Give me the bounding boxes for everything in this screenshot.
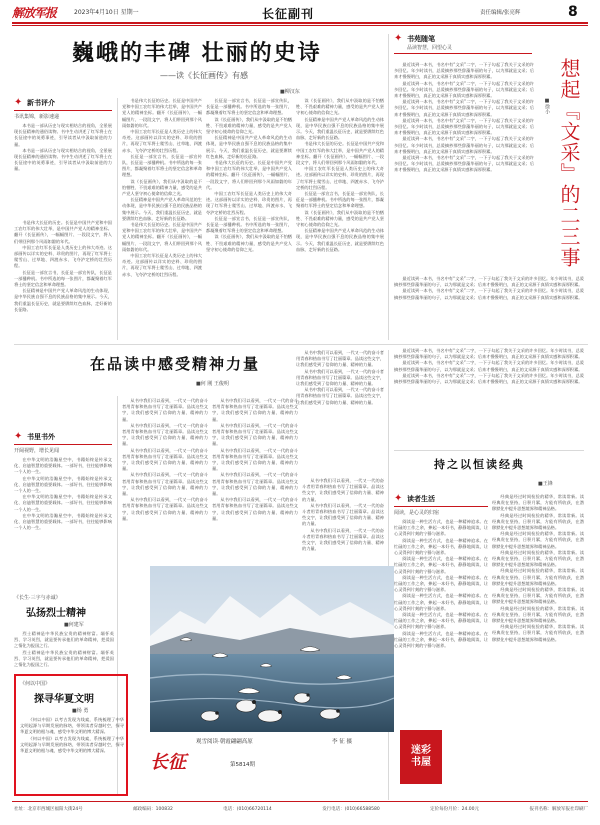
essay-body-continued: 最近读到一本书，书名中有“文采”二字，一下子勾起了我关于文采的许多回忆。年少时读书，总爱摘抄那些辞藻华丽的句子，以为那就是文采；后来才慢慢明白，真正的文采源于真情实感和深厚积累。 最近读到一本书，书名中有“文采”二字，一下子勾起了我关于文采的许多回忆。年少时读书，总爱摘抄那些辞藻华丽的句子，以为那就是文采；后来才慢慢明白，真正的文采源于真情实感和深厚积累。 <box>394 276 584 300</box>
middle-article-byline: ■何 刚 王俊明 <box>196 381 229 387</box>
book-world-body: 在中华文明的浩瀚星空中，书籍始终是传承文化、启迪智慧的重要载体。一部好书，往往能够影响一个人的一生。 在中华文明的浩瀚星空中，书籍始终是传承文化、启迪智慧的重要载体。一部好书，往往能够影响一个人的一生。 在中华文明的浩瀚星空中，书籍始终是传承文化、启迪智慧的重要载体。一部好书，往往能够影响一个人的一生。 在中华文明的浩瀚星空中，书籍始终是传承文化、启迪智慧的重要载体。一部好书，往往能够影响一个人的一生。 <box>14 457 112 531</box>
middle-column-3: 从书中我们可以看到，一代又一代的奋斗者用青春和热血书写了壮丽篇章。品读这些文字，让我们感受到了信仰的力量、精神的力量。 从书中我们可以看到，一代又一代的奋斗者用青春和热血书写了壮丽篇章。品读这些文字，让我们感受到了信仰的力量、精神的力量。 从书中我们可以看到，一代又一代的奋斗者用青春和热血书写了壮丽篇章。品读这些文字，让我们感受到了信仰的力量、精神的力量。 <box>302 478 384 552</box>
header-rule <box>12 22 588 24</box>
section-label: 读者生活 <box>407 495 435 503</box>
footer-postcode: 邮政编码：100832 <box>133 807 173 812</box>
spirit-byline: ■何建军 <box>64 622 84 628</box>
footer-rule <box>12 801 588 802</box>
page-number: 8 <box>568 4 578 20</box>
lead-article-byline: ■柳汉东 <box>280 89 300 95</box>
issue-date: 2023年4月10日 星期一 <box>74 9 139 16</box>
section-subtitle: 品读智慧，回望心灵 <box>407 45 453 51</box>
essay-section <box>394 34 532 56</box>
article-tag: 《何以中国》 <box>20 681 51 687</box>
photo-caption: 观雪阅读·朝霞翩翩高原 <box>196 739 253 745</box>
editor-credit: 责任编辑/张亮辉 <box>480 10 521 16</box>
culture-title: 探寻华夏文明 <box>34 694 94 705</box>
middle-column-1: 从书中我们可以看到，一代又一代的奋斗者用青春和热血书写了壮丽篇章。品读这些文字，让我们感受到了信仰的力量、精神的力量。 从书中我们可以看到，一代又一代的奋斗者用青春和热血书写了壮丽篇章。品读这些文字，让我们感受到了信仰的力量、精神的力量。 从书中我们可以看到，一代又一代的奋斗者用青春和热血书写了壮丽篇章。品读这些文字，让我们感受到了信仰的力量、精神的力量。 从书中我们可以看到，一代又一代的奋斗者用青春和热血书写了壮丽篇章。品读这些文字，让我们感受到了信仰的力量、精神的力量。 从书中我们可以看到，一代又一代的奋斗者用青春和热血书写了壮丽篇章。品读这些文字，让我们感受到了信仰的力量、精神的力量。 <box>122 398 208 521</box>
section-label: 书里书外 <box>27 433 55 441</box>
middle-article-title: 在品读中感受精神力量 <box>90 355 261 373</box>
lead-column-3: 长征是一部宣言书，长征是一部宣传队，长征是一部播种机。书中所选的每一张图片，都凝聚着红军将士的坚定信念和革命理想。 读《长征画传》，我们从中汲取的是不怕牺牲、不畏艰难的精神力量，感受的是共产党人坚守初心使命的信仰之光。 长征精神是中国共产党人革命风范的生动体现，是中华民族自强不息的民族品格的集中展示。今天，我们重温长征历史，就是要赓续红色血脉，走好新的长征路。 书是伟大长征的历史。长征是中国共产党和中国工农红军的伟大壮举，是中国共产党人的精神坐标。翻开《长征画传》，一幅幅图片、一段段文字，将人们带回到那个风雨如磐的年代。 中国工农红军长征是人类历史上的伟大奇迹。这部画传以详实的史料、珍贵的图片，再现了红军将士爬雪山、过草地、四渡赤水、飞夺泸定桥的壮烈历程。 长征是一部宣言书，长征是一部宣传队，长征是一部播种机。书中所选的每一张图片，都凝聚着红军将士的坚定信念和革命理想。 读《长征画传》，我们从中汲取的是不怕牺牲、不畏艰难的精神力量，感受的是共产党人坚守初心使命的信仰之光。 <box>206 98 292 252</box>
footer-phone: 电话：(010)66720114 <box>223 807 272 812</box>
lead-article-title: 巍峨的丰碑 壮丽的史诗 <box>72 40 322 66</box>
culture-article <box>20 680 124 791</box>
spirit-article <box>14 594 114 681</box>
star-icon: ✦ <box>394 33 403 44</box>
essay-body-lower: 最近读到一本书，书名中有“文采”二字，一下子勾起了我关于文采的许多回忆。年少时读书，总爱摘抄那些辞藻华丽的句子，以为那就是文采；后来才慢慢明白，真正的文采源于真情实感和深厚积累。 最近读到一本书，书名中有“文采”二字，一下子勾起了我关于文采的许多回忆。年少时读书，总爱摘抄那些辞藻华丽的句子，以为那就是文采；后来才慢慢明白，真正的文采源于真情实感和深厚积累。 最近读到一本书，书名中有“文采”二字，一下子勾起了我关于文采的许多回忆。年少时读书，总爱摘抄那些辞藻华丽的句子，以为那就是文采；后来才慢慢明白，真正的文采源于真情实感和深厚积累。 <box>394 348 584 385</box>
section-rule <box>394 506 488 507</box>
section-rule <box>394 53 532 54</box>
column-divider <box>388 34 389 340</box>
lead-column-2: 书是伟大长征的历史。长征是中国共产党和中国工农红军的伟大壮举，是中国共产党人的精神坐标。翻开《长征画传》，一幅幅图片、一段段文字，将人们带回到那个风雨如磐的年代。 中国工农红军长征是人类历史上的伟大奇迹。这部画传以详实的史料、珍贵的图片，再现了红军将士爬雪山、过草地、四渡赤水、飞夺泸定桥的壮烈历程。 长征是一部宣言书，长征是一部宣传队，长征是一部播种机。书中所选的每一张图片，都凝聚着红军将士的坚定信念和革命理想。 读《长征画传》，我们从中汲取的是不怕牺牲、不畏艰难的精神力量，感受的是共产党人坚守初心使命的信仰之光。 长征精神是中国共产党人革命风范的生动体现，是中华民族自强不息的民族品格的集中展示。今天，我们重温长征历史，就是要赓续红色血脉，走好新的长征路。 书是伟大长征的历史。长征是中国共产党和中国工农红军的伟大壮举，是中国共产党人的精神坐标。翻开《长征画传》，一幅幅图片、一段段文字，将人们带回到那个风雨如磐的年代。 中国工农红军长征是人类历史上的伟大奇迹。这部画传以详实的史料、珍贵的图片，再现了红军将士爬雪山、过草地、四渡赤水、飞夺泸定桥的壮烈历程。 <box>122 98 202 277</box>
section-divider <box>14 344 588 345</box>
reader-life-section <box>394 494 488 789</box>
section-label: 新书评介 <box>27 99 55 107</box>
footer <box>14 806 588 812</box>
reader-life-body: 阅读是一种生活方式，也是一种精神追求。在忙碌的工作之余，捧起一本好书，静静地阅读，让心灵得到片刻的宁静与滋养。 阅读是一种生活方式，也是一种精神追求。在忙碌的工作之余，捧起一本好书，静静地阅读，让心灵得到片刻的宁静与滋养。 阅读是一种生活方式，也是一种精神追求。在忙碌的工作之余，捧起一本好书，静静地阅读，让心灵得到片刻的宁静与滋养。 阅读是一种生活方式，也是一种精神追求。在忙碌的工作之余，捧起一本好书，静静地阅读，让心灵得到片刻的宁静与滋养。 阅读是一种生活方式，也是一种精神追求。在忙碌的工作之余，捧起一本好书，静静地阅读，让心灵得到片刻的宁静与滋养。 阅读是一种生活方式，也是一种精神追求。在忙碌的工作之余，捧起一本好书，静静地阅读，让心灵得到片刻的宁静与滋养。 阅读是一种生活方式，也是一种精神追求。在忙碌的工作之余，捧起一本好书，静静地阅读，让心灵得到片刻的宁静与滋养。 <box>394 519 488 649</box>
classic-body: 经典是经过时间检验的精华，常读常新。读经典贵在坚持，日积月累，方能有所收获，在潜移默化中提升思想境界和精神品格。 经典是经过时间检验的精华，常读常新。读经典贵在坚持，日积月累，方能有所收获，在潜移默化中提升思想境界和精神品格。 经典是经过时间检验的精华，常读常新。读经典贵在坚持，日积月累，方能有所收获，在潜移默化中提升思想境界和精神品格。 经典是经过时间检验的精华，常读常新。读经典贵在坚持，日积月累，方能有所收获，在潜移默化中提升思想境界和精神品格。 经典是经过时间检验的精华，常读常新。读经典贵在坚持，日积月累，方能有所收获，在潜移默化中提升思想境界和精神品格。 经典是经过时间检验的精华，常读常新。读经典贵在坚持，日积月累，方能有所收获，在潜移默化中提升思想境界和精神品格。 经典是经过时间检验的精华，常读常新。读经典贵在坚持，日积月累，方能有所收获，在潜移默化中提升思想境界和精神品格。 经典是经过时间检验的精华，常读常新。读经典贵在坚持，日积月累，方能有所收获，在潜移默化中提升思想境界和精神品格。 <box>492 494 584 642</box>
essay-vertical-title: 想起『文采』的二三事 <box>557 58 581 268</box>
essay-byline: ■徐小 <box>544 98 550 114</box>
book-world-section <box>14 432 112 593</box>
star-icon: ✦ <box>14 97 23 108</box>
star-icon: ✦ <box>14 431 23 442</box>
lead-article-subtitle: ——读《长征画传》有感 <box>160 71 248 80</box>
footer-print: 报刊名称：解放军报社印刷厂 <box>529 807 588 812</box>
newspaper-logo: 解放军报 <box>12 6 57 20</box>
column-divider <box>117 98 118 340</box>
article-tag: 《长生·三字与赤诚》 <box>14 595 61 601</box>
footer-distribution: 发行电话：(010)66588580 <box>322 807 380 812</box>
section-label: 书苑随笔 <box>407 35 435 43</box>
changzheng-calligraphy: 长征 <box>150 752 186 773</box>
recommend-section <box>14 98 112 223</box>
stamp-line-1: 迷彩 <box>411 745 431 756</box>
stamp-line-2: 书屋 <box>411 757 431 768</box>
section-rule <box>14 110 112 111</box>
classic-title: 持之以恒读经典 <box>434 458 525 471</box>
photo-image <box>150 566 394 732</box>
section-subtitle: 开阔视野，增长见闻 <box>14 448 60 454</box>
section-divider <box>394 450 584 451</box>
spirit-body: 烈士精神是中华民族宝贵的精神财富。缅怀英烈、学习英烈，就是要传承他们的革命精神，把爱国之情化为报国之行。 烈士精神是中华民族宝贵的精神财富。缅怀英烈、学习英烈，就是要传承他们的革命精神，把爱国之情化为报国之行。 <box>14 631 114 668</box>
section-rule <box>14 444 112 445</box>
header-rule-thin <box>12 25 588 26</box>
snow-mountain-photo <box>150 566 394 732</box>
recommend-body: 本书是一部从历史与现实相结合的视角，全景展现长征精神的通俗读物。书中生动讲述了红军将士在长征途中的英勇事迹，引导读者从中汲取前进的力量。 本书是一部从历史与现实相结合的视角，全景展现长征精神的通俗读物。书中生动讲述了红军将士在长征途中的英勇事迹，引导读者从中汲取前进的力量。 <box>14 123 112 172</box>
section-title: 长征副刊 <box>262 7 315 21</box>
culture-byline: ■杨 勇 <box>72 708 89 714</box>
spirit-title: 弘扬烈士精神 <box>26 608 86 619</box>
classic-byline: ■王锋 <box>538 481 553 487</box>
essay-body: 最近读到一本书，书名中有“文采”二字，一下子勾起了我关于文采的许多回忆。年少时读书，总爱摘抄那些辞藻华丽的句子，以为那就是文采；后来才慢慢明白，真正的文采源于真情实感和深厚积累。 最近读到一本书，书名中有“文采”二字，一下子勾起了我关于文采的许多回忆。年少时读书，总爱摘抄那些辞藻华丽的句子，以为那就是文采；后来才慢慢明白，真正的文采源于真情实感和深厚积累。 最近读到一本书，书名中有“文采”二字，一下子勾起了我关于文采的许多回忆。年少时读书，总爱摘抄那些辞藻华丽的句子，以为那就是文采；后来才慢慢明白，真正的文采源于真情实感和深厚积累。 最近读到一本书，书名中有“文采”二字，一下子勾起了我关于文采的许多回忆。年少时读书，总爱摘抄那些辞藻华丽的句子，以为那就是文采；后来才慢慢明白，真正的文采源于真情实感和深厚积累。 最近读到一本书，书名中有“文采”二字，一下子勾起了我关于文采的许多回忆。年少时读书，总爱摘抄那些辞藻华丽的句子，以为那就是文采；后来才慢慢明白，真正的文采源于真情实感和深厚积累。 最近读到一本书，书名中有“文采”二字，一下子勾起了我关于文采的许多回忆。年少时读书，总爱摘抄那些辞藻华丽的句子，以为那就是文采；后来才慢慢明白，真正的文采源于真情实感和深厚积累。 <box>394 62 534 173</box>
footer-address: 社址：北京市西城区福阳大街24号 <box>14 807 83 812</box>
star-icon: ✦ <box>394 493 403 504</box>
middle-column-2: 从书中我们可以看到，一代又一代的奋斗者用青春和热血书写了壮丽篇章。品读这些文字，让我们感受到了信仰的力量、精神的力量。 从书中我们可以看到，一代又一代的奋斗者用青春和热血书写了壮丽篇章。品读这些文字，让我们感受到了信仰的力量、精神的力量。 从书中我们可以看到，一代又一代的奋斗者用青春和热血书写了壮丽篇章。品读这些文字，让我们感受到了信仰的力量、精神的力量。 从书中我们可以看到，一代又一代的奋斗者用青春和热血书写了壮丽篇章。品读这些文字，让我们感受到了信仰的力量、精神的力量。 从书中我们可以看到，一代又一代的奋斗者用青春和热血书写了壮丽篇章。品读这些文字，让我们感受到了信仰的力量、精神的力量。 <box>212 398 298 521</box>
middle-column-right: 从书中我们可以看到，一代又一代的奋斗者用青春和热血书写了壮丽篇章。品读这些文字，让我们感受到了信仰的力量、精神的力量。 从书中我们可以看到，一代又一代的奋斗者用青春和热血书写了壮丽篇章。品读这些文字，让我们感受到了信仰的力量、精神的力量。 从书中我们可以看到，一代又一代的奋斗者用青春和热血书写了壮丽篇章。品读这些文字，让我们感受到了信仰的力量、精神的力量。 <box>296 350 384 405</box>
footer-price: 定价每份月价：24.00元 <box>430 807 480 812</box>
lead-column-4: 读《长征画传》，我们从中汲取的是不怕牺牲、不畏艰难的精神力量，感受的是共产党人坚守初心使命的信仰之光。 长征精神是中国共产党人革命风范的生动体现，是中华民族自强不息的民族品格的集中展示。今天，我们重温长征历史，就是要赓续红色血脉，走好新的长征路。 书是伟大长征的历史。长征是中国共产党和中国工农红军的伟大壮举，是中国共产党人的精神坐标。翻开《长征画传》，一幅幅图片、一段段文字，将人们带回到那个风雨如磐的年代。 中国工农红军长征是人类历史上的伟大奇迹。这部画传以详实的史料、珍贵的图片，再现了红军将士爬雪山、过草地、四渡赤水、飞夺泸定桥的壮烈历程。 长征是一部宣言书，长征是一部宣传队，长征是一部播种机。书中所选的每一张图片，都凝聚着红军将士的坚定信念和革命理想。 读《长征画传》，我们从中汲取的是不怕牺牲、不畏艰难的精神力量，感受的是共产党人坚守初心使命的信仰之光。 长征精神是中国共产党人革命风范的生动体现，是中华民族自强不息的民族品格的集中展示。今天，我们重温长征历史，就是要赓续红色血脉，走好新的长征路。 <box>296 98 384 252</box>
section-subtitle: 书讯集锦，新影速递 <box>14 114 60 120</box>
lead-column-1: 书是伟大长征的历史。长征是中国共产党和中国工农红军的伟大壮举，是中国共产党人的精神坐标。翻开《长征画传》，一幅幅图片、一段段文字，将人们带回到那个风雨如磐的年代。 中国工农红军长征是人类历史上的伟大奇迹。这部画传以详实的史料、珍贵的图片，再现了红军将士爬雪山、过草地、四渡赤水、飞夺泸定桥的壮烈历程。 长征是一部宣言书，长征是一部宣传队，长征是一部播种机。书中所选的每一张图片，都凝聚着红军将士的坚定信念和革命理想。 长征精神是中国共产党人革命风范的生动体现，是中华民族自强不息的民族品格的集中展示。今天，我们重温长征历史，就是要赓续红色血脉，走好新的长征路。 <box>14 220 112 312</box>
photo-credit: 李 征 摄 <box>332 739 352 745</box>
section-subtitle: 阅读，是心灵的归宿 <box>394 510 440 516</box>
issue-number: 第5814期 <box>230 762 255 768</box>
culture-body: 《何以中国》以考古发现为线索，系统梳理了中华文明起源与早期发展的脉络，带领读者穿越时空，探寻华夏文明的根与魂，感受中华文明的博大精深。 《何以中国》以考古发现为线索，系统梳理了中华文明起源与早期发展的脉络，带领读者穿越时空，探寻华夏文明的根与魂，感受中华文明的博大精深。 <box>20 717 124 754</box>
